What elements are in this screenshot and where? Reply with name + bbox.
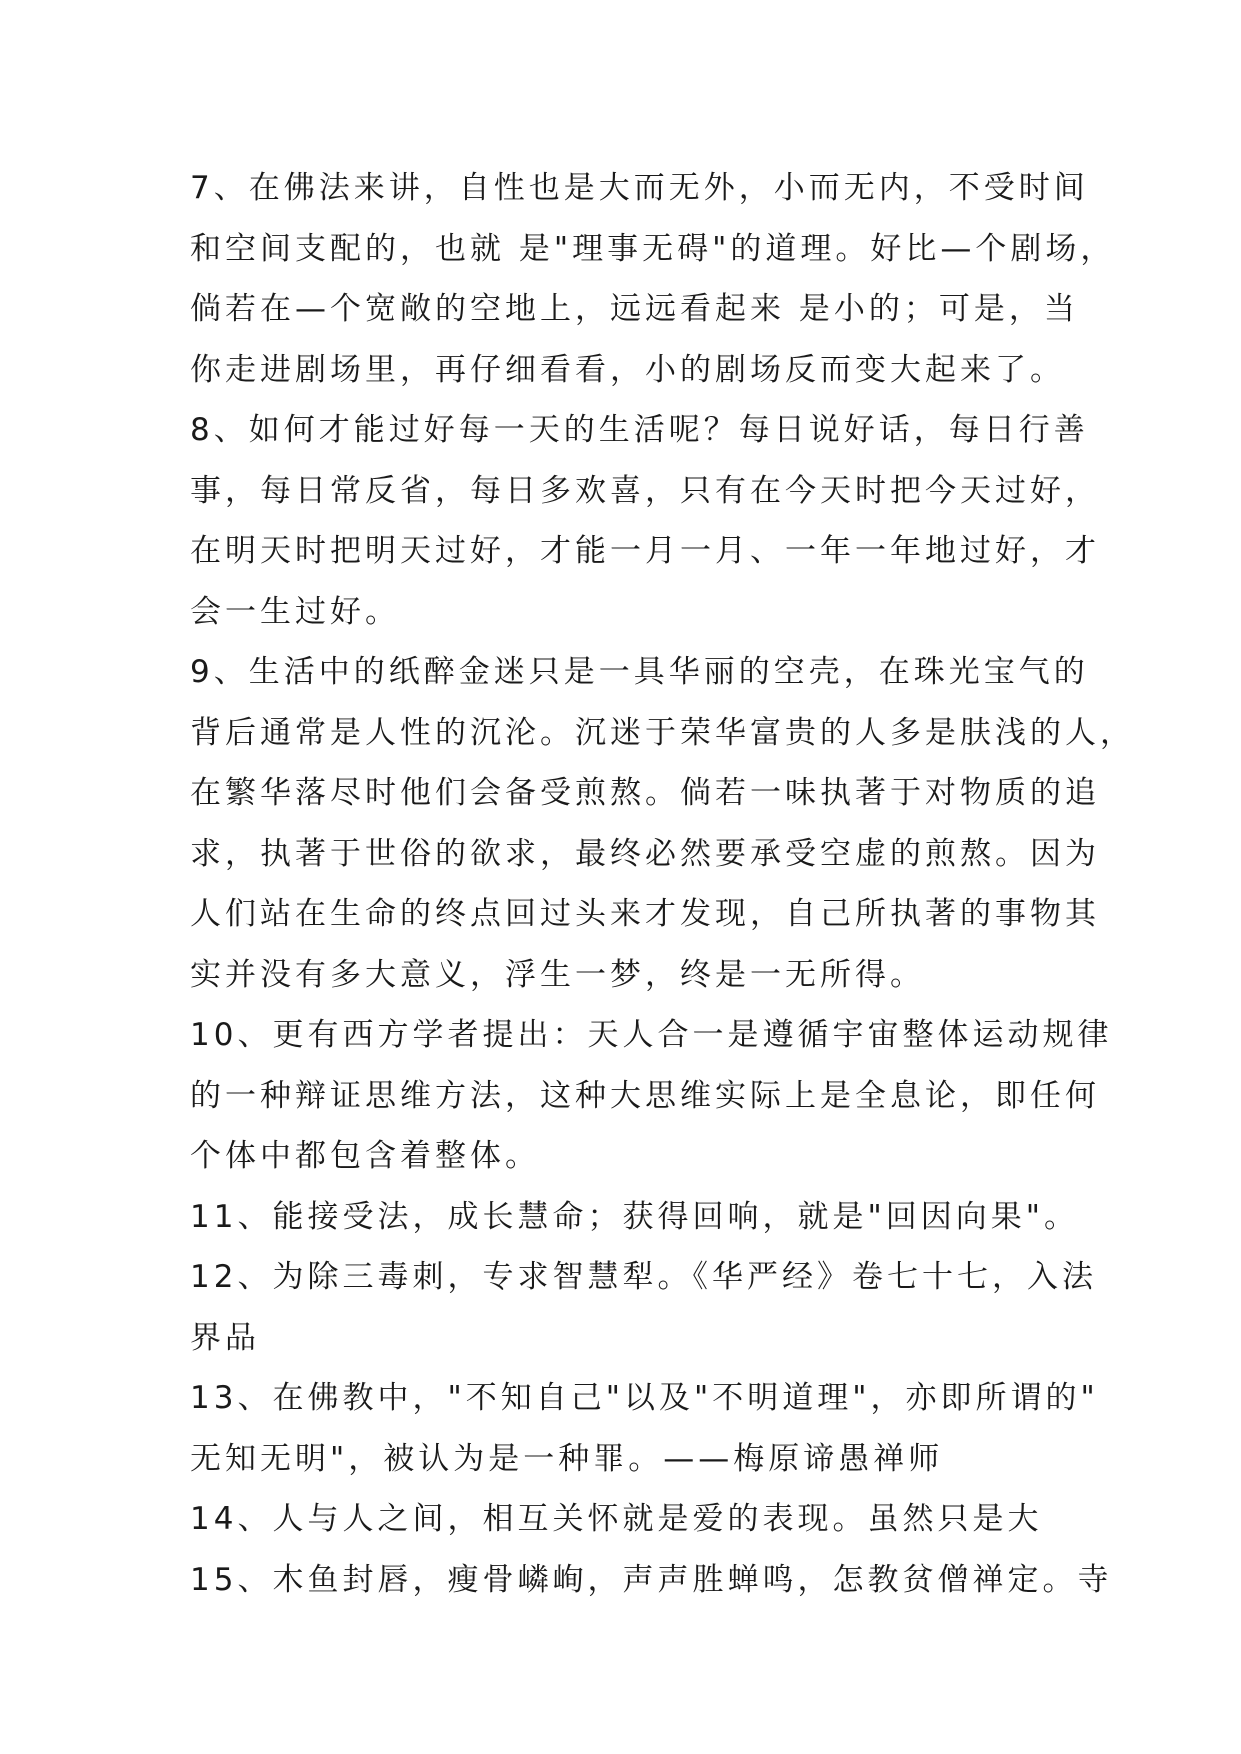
text-line: 10、更有西方学者提出：天人合一是遵循宇宙整体运动规律 (190, 1017, 1113, 1053)
text-line: 7、在佛法来讲，自性也是大而无外，小而无内，不受时间 (190, 170, 1089, 206)
text-line: 你走进剧场里，再仔细看看，小的剧场反而变大起来了。 (190, 351, 1065, 388)
text-line: 8、如何才能过好每一天的生活呢？每日说好话，每日行善 (190, 412, 1089, 448)
text-line: 求，执著于世俗的欲求，最终必然要承受空虚的煎熬。因为 (190, 835, 1100, 872)
text-line: 倘若在—个宽敞的空地上，远远看起来 是小的；可是，当 (190, 291, 1079, 327)
text-line: 界品 (190, 1319, 260, 1356)
text-line: 15、木鱼封唇，瘦骨嶙峋，声声胜蝉鸣，怎教贫僧禅定。寺 (190, 1561, 1113, 1598)
text-body (190, 158, 1135, 1610)
text-line: 个体中都包含着整体。 (190, 1138, 540, 1174)
text-line: 无知无明"，被认为是一种罪。——梅原谛愚禅师 (190, 1440, 944, 1477)
text-line: 和空间支配的，也就 是"理事无碍"的道理。好比—个剧场， (190, 230, 1116, 267)
text-line: 13、在佛教中，"不知自己"以及"不明道理"，亦即所谓的" (190, 1380, 1099, 1416)
text-line: 会一生过好。 (190, 593, 400, 630)
text-line: 11、能接受法，成长慧命；获得回响，就是"回因向果"。 (190, 1198, 1079, 1235)
text-line: 9、生活中的纸醉金迷只是一具华丽的空壳，在珠光宝气的 (190, 654, 1089, 690)
text-line: 事，每日常反省，每日多欢喜，只有在今天时把今天过好， (190, 472, 1100, 509)
text-line: 在繁华落尽时他们会备受煎熬。倘若一味执著于对物质的追 (190, 775, 1100, 811)
text-line: 实并没有多大意义，浮生一梦，终是一无所得。 (190, 956, 925, 993)
text-line: 人们站在生命的终点回过头来才发现，自己所执著的事物其 (190, 896, 1100, 932)
text-line: 12、为除三毒刺，专求智慧犁。《华严经》卷七十七，入法 (190, 1259, 1097, 1295)
text-line: 的一种辩证思维方法，这种大思维实际上是全息论，即任何 (190, 1077, 1100, 1114)
text-line: 14、人与人之间，相互关怀就是爱的表现。虽然只是大 (190, 1501, 1043, 1537)
text-line: 在明天时把明天过好，才能一月一月、一年一年地过好，才 (190, 533, 1100, 569)
text-line: 背后通常是人性的沉沦。沉迷于荣华富贵的人多是肤浅的人， (190, 714, 1135, 751)
